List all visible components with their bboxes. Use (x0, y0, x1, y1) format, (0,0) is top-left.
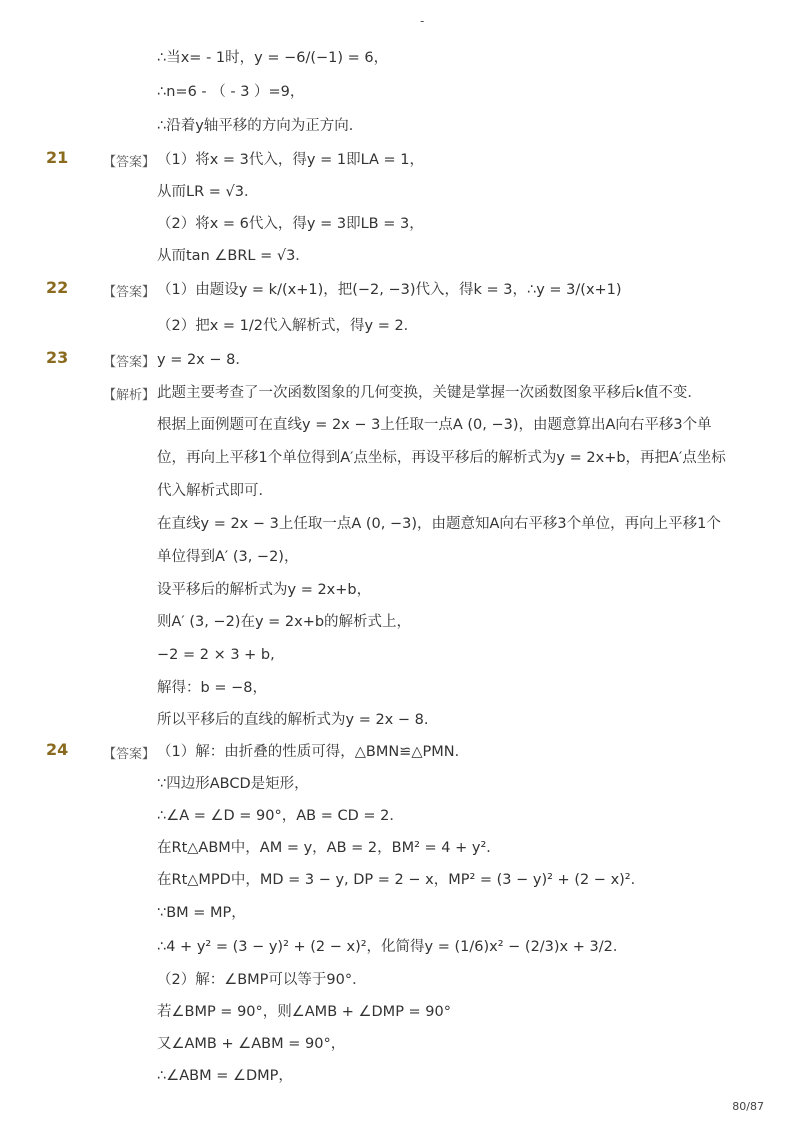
solution-line: ∴n=6 - （ - 3 ）=9， (157, 84, 305, 100)
solution-line: 设平移后的解析式为y = 2x+b， (157, 582, 372, 598)
solution-line: ∴4 + y² = (3 − y)² + (2 − x)²，化简得y = (1/6)x² − (2/3)x + 3/2． (157, 939, 628, 955)
question-number: 23 (46, 348, 69, 367)
solution-line: 若∠BMP = 90°，则∠AMB + ∠DMP = 90° (157, 1004, 451, 1020)
solution-line: （2）解：∠BMP可以等于90°． (157, 972, 367, 988)
solution-line: 则A′ (3, −2)在y = 2x+b的解析式上， (157, 614, 412, 630)
answer-tag: 【答案】 (103, 285, 156, 300)
solution-line: ∴∠ABM = ∠DMP， (157, 1068, 293, 1084)
solution-line: （1）由题设y = k/(x+1)，把(−2, −3)代入，得k = 3，∴y = 3/(x+1) (157, 282, 622, 298)
solution-line: 根据上面例题可在直线y = 2x − 3上任取一点A (0, −3)，由题意算出A向右平移3个单 (157, 417, 712, 433)
solution-line: 代入解析式即可． (157, 483, 273, 499)
solution-line: ∴沿着y轴平移的方向为正方向． (157, 118, 364, 134)
question-number: 24 (46, 740, 69, 759)
solution-line: ∵四边形ABCD是矩形， (157, 776, 309, 792)
solution-line: 从而LR = √3． (157, 184, 259, 200)
solution-line: 解得：b = −8， (157, 680, 267, 696)
solution-line: 单位得到A′ (3, −2)， (157, 549, 299, 565)
solution-line: 所以平移后的直线的解析式为y = 2x − 8. (157, 712, 429, 728)
solution-line: 从而tan ∠BRL = √3． (157, 248, 310, 264)
question-number: 22 (46, 278, 69, 297)
solution-line: 在Rt△MPD中，MD = 3 − y, DP = 2 − x，MP² = (3 − y)² + (2 − x)²． (157, 872, 646, 888)
question-number: 21 (46, 148, 69, 167)
solution-line: ∴当x= - 1时，y = −6/(−1) = 6， (157, 50, 389, 66)
solution-line: y = 2x − 8． (157, 352, 250, 368)
solution-line: （2）将x = 6代入，得y = 3即LB = 3， (157, 216, 424, 232)
page-number: 80/87 (732, 1100, 764, 1113)
solution-line: ∵BM = MP， (157, 905, 246, 921)
answer-tag: 【答案】 (103, 155, 156, 170)
answer-tag: 【解析】 (103, 388, 156, 403)
solution-line: 又∠AMB + ∠ABM = 90°， (157, 1036, 346, 1052)
answer-tag: 【答案】 (103, 355, 156, 370)
solution-line: （1）将x = 3代入，得y = 1即LA = 1， (157, 152, 424, 168)
solution-line: 在直线y = 2x − 3上任取一点A (0, −3)，由题意知A向右平移3个单位，再向上平移1个 (157, 516, 721, 532)
solution-line: 在Rt△ABM中，AM = y，AB = 2，BM² = 4 + y²． (157, 840, 501, 856)
solution-line: （2）把x = 1/2代入解析式，得y = 2． (157, 318, 419, 334)
solution-line: 位，再向上平移1个单位得到A′点坐标，再设平移后的解析式为y = 2x+b，再把A′点坐标 (157, 450, 726, 466)
solution-line: （1）解：由折叠的性质可得，△BMN≌△PMN． (157, 744, 470, 760)
top-mark: - (420, 14, 425, 28)
solution-line: ∴∠A = ∠D = 90°，AB = CD = 2． (157, 808, 404, 824)
solution-line: −2 = 2 × 3 + b, (157, 647, 275, 663)
solution-line: 此题主要考查了一次函数图象的几何变换，关键是掌握一次函数图象平移后k值不变． (157, 385, 702, 401)
answer-tag: 【答案】 (103, 747, 156, 762)
